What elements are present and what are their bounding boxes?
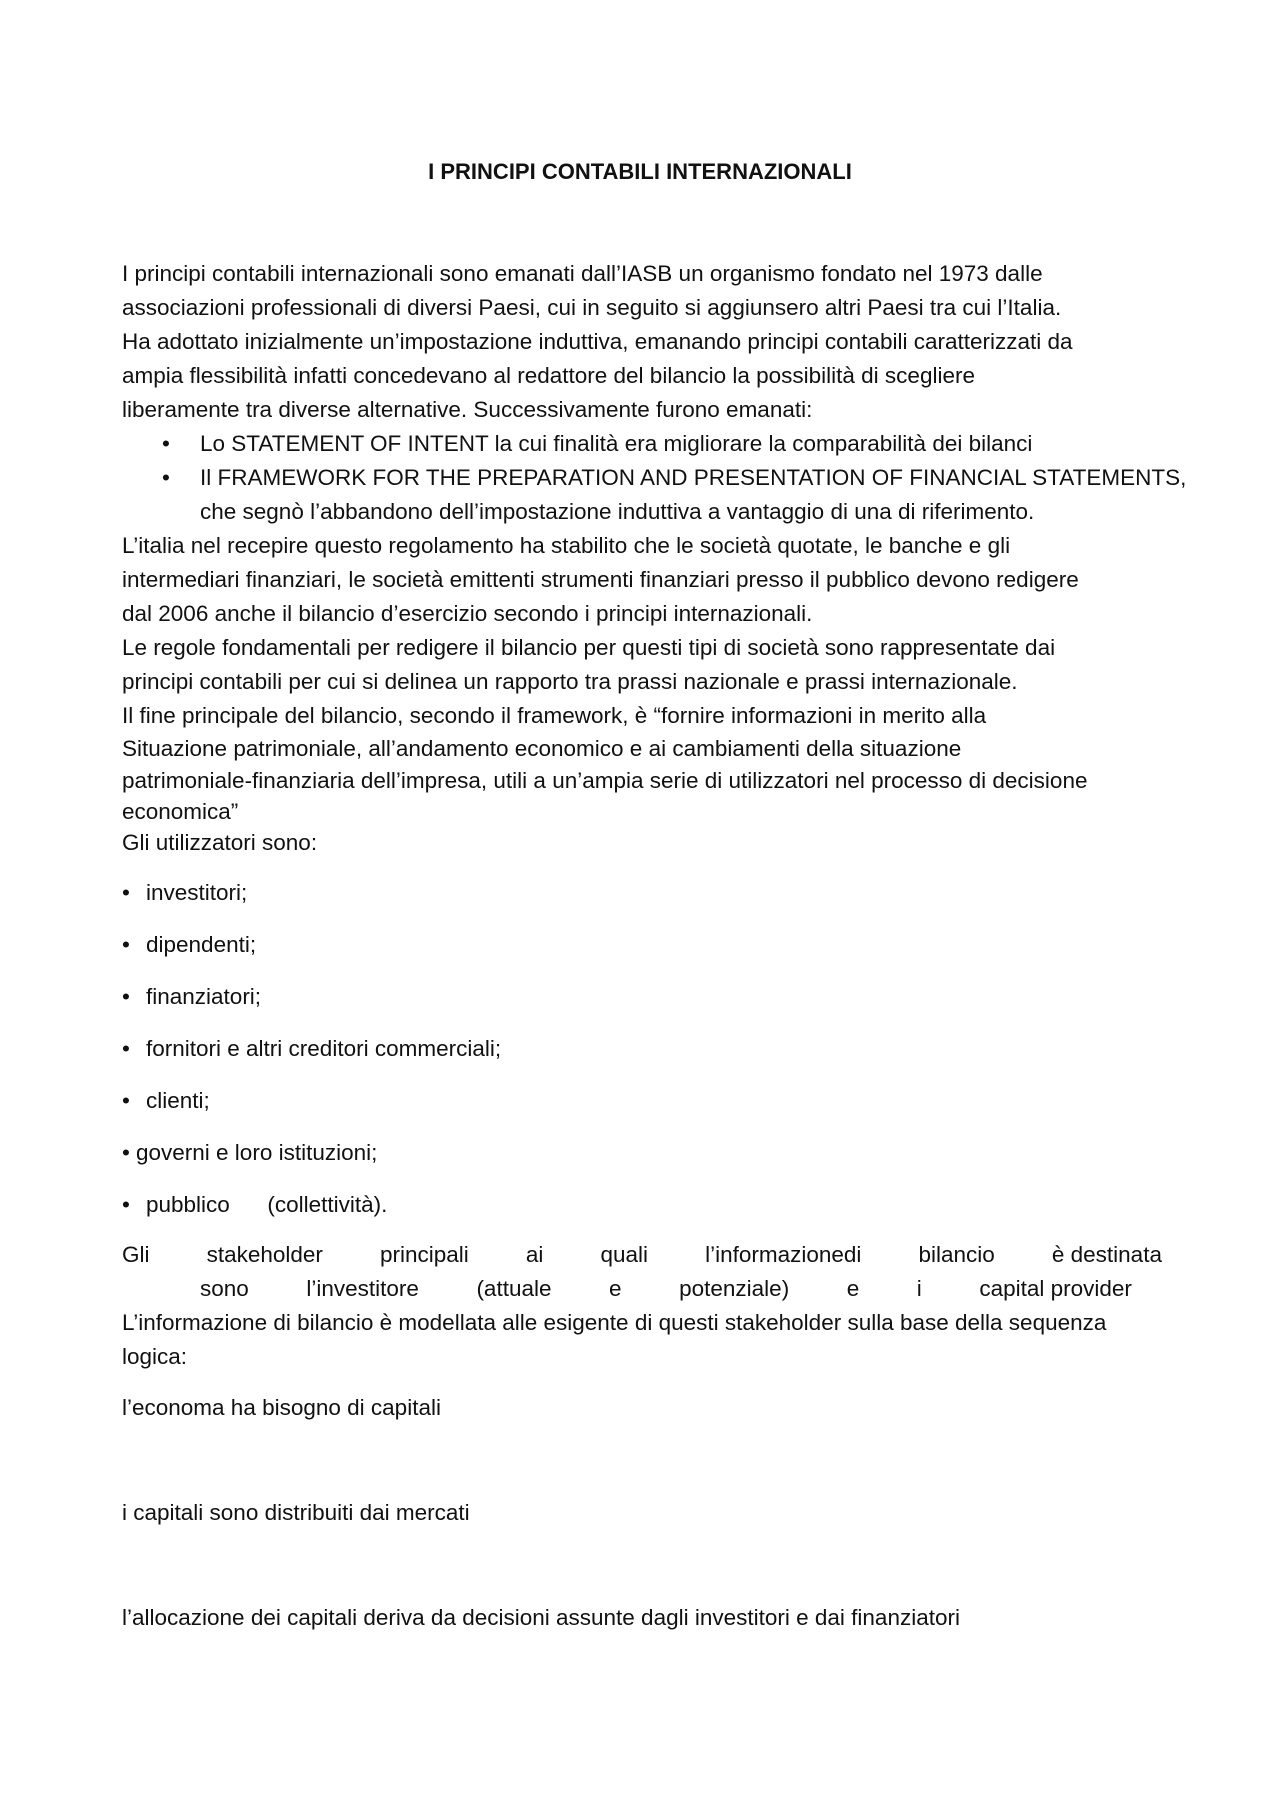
list-item-text: Il FRAMEWORK FOR THE PREPARATION AND PRESENTATION OF FINANCIAL STATEMENTS, <box>200 465 1187 490</box>
text-line: intermediari finanziari, le società emittenti strumenti finanziari presso il pubblico devono redigere <box>122 567 1079 592</box>
list-item <box>122 876 501 928</box>
list-item-text: finanziatori; <box>146 984 262 1009</box>
bullet-icon: • <box>122 1140 130 1165</box>
word: e <box>609 1276 622 1301</box>
list-item <box>122 1136 501 1188</box>
word: quali <box>600 1242 648 1267</box>
word: capital provider <box>979 1276 1132 1301</box>
bullet-icon: • <box>122 984 130 1009</box>
text-line: Il fine principale del bilancio, secondo il framework, è “fornire informazioni in merito alla <box>122 703 987 728</box>
bullet-icon: • <box>122 1192 130 1217</box>
list-item-text: governi e loro istituzioni; <box>136 1140 378 1165</box>
text-line: L’italia nel recepire questo regolamento ha stabilito che le società quotate, le banche e gli <box>122 533 1011 558</box>
list-item-text: pubblico (collettività). <box>146 1192 388 1217</box>
list-item <box>122 427 1172 461</box>
bullet-icon: • <box>122 880 130 905</box>
bullet-icon: • <box>122 1036 130 1061</box>
list-item-text: clienti; <box>146 1088 210 1113</box>
list-item-continuation: che segnò l’abbandono dell’impostazione induttiva a vantaggio di una di riferimento. <box>200 499 1035 524</box>
text-line: Ha adottato inizialmente un’impostazione induttiva, emanando principi contabili caratterizzati da <box>122 329 1073 354</box>
text-line: Situazione patrimoniale, all’andamento economico e ai cambiamenti della situazione <box>122 736 962 761</box>
text-line: logica: <box>122 1344 188 1369</box>
sequence-step: i capitali sono distribuiti dai mercati <box>122 1500 470 1525</box>
word: (attuale <box>476 1276 552 1301</box>
bullet-icon: • <box>162 465 170 490</box>
text-line: Le regole fondamentali per redigere il bilancio per questi tipi di società sono rappresentate dai <box>122 635 1056 660</box>
sequence-step: l’allocazione dei capitali deriva da decisioni assunte dagli investitori e dai finanziatori <box>122 1605 960 1630</box>
word: ai <box>525 1242 544 1267</box>
list-item-text: investitori; <box>146 880 248 905</box>
word: i <box>916 1276 922 1301</box>
bullet-icon: • <box>162 431 170 456</box>
list-item <box>122 1188 501 1240</box>
list-item-text: Lo STATEMENT OF INTENT la cui finalità era migliorare la comparabilità dei bilanci <box>200 431 1033 456</box>
text-line: associazioni professionali di diversi Paesi, cui in seguito si aggiunsero altri Paesi tra cui l’Italia. <box>122 295 1062 320</box>
list-item <box>122 928 501 980</box>
text-line: L’informazione di bilancio è modellata alle esigente di questi stakeholder sulla base della sequenza <box>122 1310 1107 1335</box>
word: e <box>846 1276 860 1301</box>
word: bilancio <box>918 1242 995 1267</box>
users-list <box>122 876 501 1240</box>
stakeholder-line <box>122 1238 1162 1272</box>
word: stakeholder <box>206 1242 323 1267</box>
model-paragraph <box>122 1306 1182 1374</box>
list-item <box>122 1084 501 1136</box>
emanated-list <box>122 427 1187 495</box>
text-line: Gli utilizzatori sono: <box>122 830 318 855</box>
sequence-step: l’economa ha bisogno di capitali <box>122 1395 441 1420</box>
document-title: I PRINCIPI CONTABILI INTERNAZIONALI <box>428 159 852 184</box>
word: l’investitore <box>306 1276 419 1301</box>
text-line: patrimoniale-finanziaria dell’impresa, utili a un’ampia serie di utilizzatori nel processo di decisione <box>122 768 1088 793</box>
text-line: ampia flessibilità infatti concedevano al redattore del bilancio la possibilità di scegliere <box>122 363 975 388</box>
word: potenziale) <box>679 1276 790 1301</box>
bullet-icon: • <box>122 1088 130 1113</box>
word: è destinata <box>1051 1242 1162 1267</box>
text-line: dal 2006 anche il bilancio d’esercizio secondo i principi internazionali. <box>122 601 813 626</box>
word: principali <box>379 1242 469 1267</box>
list-item <box>122 461 1187 495</box>
list-item <box>122 980 501 1032</box>
word: l’informazionedi <box>705 1242 862 1267</box>
intro-paragraph <box>122 257 1187 859</box>
text-line: I principi contabili internazionali sono emanati dall’IASB un organismo fondato nel 1973 dalle <box>122 261 1043 286</box>
text-line: economica” <box>122 799 239 824</box>
word: Gli <box>122 1242 150 1267</box>
bullet-icon: • <box>122 932 130 957</box>
list-item-text: fornitori e altri creditori commerciali; <box>146 1036 502 1061</box>
stakeholder-line <box>200 1272 1132 1306</box>
list-item-text: dipendenti; <box>146 932 257 957</box>
list-item <box>122 1032 501 1084</box>
text-line: principi contabili per cui si delinea un rapporto tra prassi nazionale e prassi internazionale. <box>122 669 1018 694</box>
word: sono <box>200 1276 249 1301</box>
text-line: liberamente tra diverse alternative. Successivamente furono emanati: <box>122 397 813 422</box>
